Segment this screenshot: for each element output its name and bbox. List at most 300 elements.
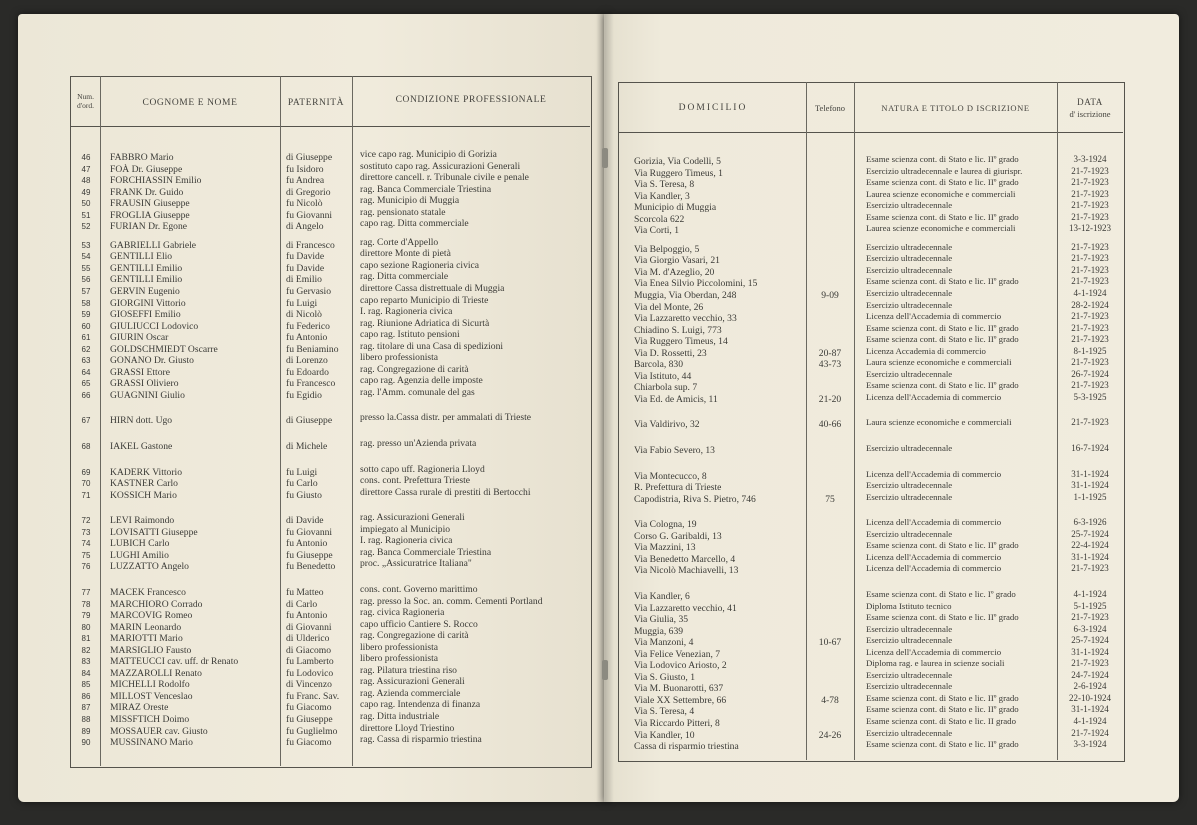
row-spacer (808, 237, 852, 244)
row-spacer (360, 498, 586, 512)
member-name: LEVI Raimondo (110, 515, 175, 527)
registration-date: 31-1-1924 (1071, 480, 1109, 491)
profession: rag. Banca Commerciale Triestina (360, 183, 492, 195)
paternity: fu Davide (286, 262, 325, 274)
row-number: 46 (81, 153, 91, 162)
paternity: fu Antonio (286, 610, 328, 622)
member-name: GENTILLI Emilio (110, 262, 183, 274)
member-name: GIURIN Oscar (110, 332, 169, 344)
registration-title: Diploma Istituto tecnico (866, 600, 952, 611)
row-spacer (634, 577, 804, 591)
address: Via Lodovico Ariosto, 2 (634, 660, 727, 672)
row-spacer (74, 401, 98, 415)
member-name: GRASSI Ettore (110, 366, 170, 378)
profession: rag. Congregazione di carità (360, 630, 469, 642)
registration-title: Esercizio ultradecennale (866, 635, 953, 646)
staple (602, 660, 608, 680)
row-number: 68 (81, 442, 91, 452)
address: Muggia, 639 (634, 625, 684, 637)
profession: rag. Municipio di Muggia (360, 195, 460, 207)
phone (808, 225, 852, 237)
address: Via Kandler, 3 (634, 190, 690, 202)
profession: rag. presso un'Azienda privata (360, 438, 477, 450)
registration-date: 21-7-1923 (1071, 563, 1109, 574)
row-spacer (74, 233, 98, 240)
registration-date: 21-7-1923 (1071, 658, 1109, 669)
row-spacer (110, 233, 278, 240)
member-name: FRANK Dr. Guido (110, 186, 184, 198)
registration-title: Licenza dell'Accademia di commercio (866, 563, 1002, 574)
phone (808, 371, 852, 383)
registration-date: 21-7-1923 (1071, 188, 1109, 199)
row-number: 76 (81, 562, 91, 572)
profession: rag. Assicurazioni Generali (360, 512, 465, 524)
row-number: 80 (81, 622, 91, 632)
profession: direttore cancell. r. Tribunale civile e penale (360, 172, 529, 184)
address: Barcola, 830 (634, 359, 684, 371)
registration-title: Esame scienza cont. di Stato e lic. IIº grado (866, 322, 1019, 333)
profession: capo ufficio Cantiere S. Rocco (360, 618, 478, 630)
address: Corso G. Garibaldi, 13 (634, 530, 722, 542)
address: Cassa di risparmio triestina (634, 741, 739, 753)
paternity: di Giuseppe (286, 152, 333, 163)
address: Via S. Teresa, 4 (634, 706, 695, 718)
paternity: fu Edoardo (286, 366, 329, 378)
paternity: di Nicolò (286, 309, 322, 321)
phone (808, 202, 852, 214)
row-spacer (634, 457, 804, 471)
row-number: 72 (81, 516, 91, 526)
registration-title: Licenza dell'Accademia di commercio (866, 517, 1002, 528)
paternity: di Gregorio (286, 186, 331, 198)
phone (808, 741, 852, 753)
row-number: 77 (81, 587, 91, 597)
registration-date: 21-7-1923 (1071, 334, 1109, 345)
registration-title: Esercizio ultradecennale (866, 480, 953, 491)
row-number: 73 (81, 527, 91, 537)
member-name: KOSSICH Mario (110, 489, 177, 501)
address: Via Enea Silvio Piccolomini, 15 (634, 278, 758, 290)
registration-date: 26-7-1924 (1071, 368, 1109, 379)
header-date: DATA (1077, 97, 1103, 107)
address: Chiarbola sup. 7 (634, 382, 698, 394)
row-number: 51 (81, 210, 91, 220)
paternity: fu Giovanni (286, 209, 333, 221)
phone (808, 191, 852, 203)
address: Via S. Giusto, 1 (634, 671, 695, 683)
paternity: di Angelo (286, 221, 324, 233)
registration-date: 21-7-1923 (1071, 417, 1109, 428)
row-number: 55 (81, 263, 91, 273)
member-name: MARSIGLIO Fausto (110, 644, 192, 656)
registration-date: 31-1-1924 (1071, 646, 1109, 657)
phone (808, 542, 852, 554)
phone: 10-67 (818, 637, 842, 649)
row-spacer (74, 427, 98, 441)
row-number: 81 (81, 634, 91, 644)
registration-date: 4-1-1924 (1073, 288, 1107, 299)
row-number: 71 (81, 490, 91, 500)
member-name: MARIOTTI Mario (110, 633, 183, 645)
registration-title: Esercizio ultradecennale (866, 264, 953, 275)
phone (808, 267, 852, 279)
address: R. Prefettura di Trieste (634, 482, 722, 494)
row-spacer (866, 455, 1056, 469)
col-divider (100, 76, 101, 766)
row-number: 54 (81, 252, 91, 262)
row-spacer (286, 573, 352, 587)
row-number: 75 (81, 550, 91, 560)
paternity: di Vincenzo (286, 679, 332, 691)
column-profession (360, 149, 586, 746)
address: Via Ruggero Timeus, 14 (634, 336, 728, 348)
row-number: 58 (81, 298, 91, 308)
address: Via Ed. de Amicis, 11 (634, 393, 718, 405)
row-number: 59 (81, 310, 91, 320)
registration-title: Esame scienza cont. di Stato e lic. IIº grado (866, 177, 1019, 188)
phone (808, 168, 852, 180)
member-name: LOVISATTI Giuseppe (110, 526, 198, 538)
column-date (1058, 154, 1122, 751)
paternity: fu Egidio (286, 389, 322, 401)
profession: direttore Cassa rurale di prestiti di Bertocchi (360, 486, 531, 498)
member-name: FABBRO Mario (110, 152, 174, 163)
row-spacer (110, 501, 278, 515)
paternity: fu Lodovico (286, 667, 334, 679)
left-header-rule (70, 126, 590, 127)
member-name: IAKEL Gastone (110, 441, 173, 453)
profession: capo rag. Agenzia delle imposte (360, 375, 483, 387)
paternity: fu Isidoro (286, 163, 324, 175)
row-spacer (866, 575, 1056, 589)
row-spacer (286, 401, 352, 415)
row-spacer (1058, 403, 1122, 417)
address: Via Fabio Severo, 13 (634, 445, 715, 457)
profession: capo sezione Ragioneria civica (360, 259, 480, 271)
registration-title: Licenza dell'Accademia di commercio (866, 551, 1002, 562)
row-spacer (1058, 503, 1122, 517)
address: Via Manzoni, 4 (634, 637, 694, 649)
address: Via Felice Venezian, 7 (634, 648, 721, 660)
phone: 21-20 (818, 393, 842, 405)
member-name: MATTEUCCI cav. uff. dr Renato (110, 656, 239, 668)
header-date-sub: d' iscrizione (1069, 109, 1111, 119)
row-number: 69 (81, 467, 91, 477)
row-spacer (110, 401, 278, 415)
profession: rag. Azienda commerciale (360, 687, 461, 699)
paternity: fu Giacomo (286, 737, 332, 749)
registration-date: 21-7-1923 (1071, 322, 1109, 333)
phone (808, 706, 852, 718)
row-spacer (286, 453, 352, 467)
member-name: FOÀ Dr. Giuseppe (110, 163, 183, 175)
paternity: fu Federico (286, 320, 330, 332)
header-name: COGNOME E NOME (142, 98, 238, 108)
row-spacer (360, 570, 586, 584)
paternity: fu Matteo (286, 586, 324, 598)
paternity: fu Franc. Sav. (286, 690, 340, 702)
profession: I. rag. Ragioneria civica (360, 306, 453, 318)
phone (808, 482, 852, 494)
col-divider (806, 82, 807, 760)
registration-date: 22-10-1924 (1069, 692, 1111, 703)
row-spacer (634, 431, 804, 445)
address: Via Giulia, 35 (634, 614, 689, 626)
phone (808, 382, 852, 394)
row-spacer (360, 398, 586, 412)
registration-title: Esercizio ultradecennale (866, 241, 953, 252)
row-number: 49 (81, 187, 91, 197)
member-name: GIORGINI Vittorio (110, 297, 186, 309)
profession: libero professionista (360, 641, 439, 653)
registration-date: 3-3-1924 (1073, 739, 1107, 750)
member-name: GIOSEFFI Emilio (110, 309, 181, 321)
profession: rag. Congregazione di carità (360, 363, 469, 375)
phone (808, 565, 852, 577)
paternity: di Giuseppe (286, 415, 333, 427)
header-profession: CONDIZIONE PROFESSIONALE (395, 95, 547, 105)
member-name: LUBICH Carlo (110, 538, 170, 550)
row-number: 47 (81, 164, 91, 174)
member-name: MARCHIORO Corrado (110, 598, 203, 610)
registration-title: Esame scienza cont. di Stato e lic. IIº grado (866, 276, 1019, 287)
address: Via Benedetto Marcello, 4 (634, 553, 736, 565)
registration-date: 21-7-1923 (1071, 200, 1109, 211)
registration-title: Licenza dell'Accademia di commercio (866, 468, 1002, 479)
registration-date: 21-7-1923 (1071, 357, 1109, 368)
row-spacer (1058, 235, 1122, 242)
row-number: 88 (81, 714, 91, 724)
row-spacer (866, 503, 1056, 517)
paternity: fu Antonio (286, 332, 328, 344)
phone (808, 519, 852, 531)
col-divider (854, 82, 855, 760)
member-name: MISSFTICH Doimo (110, 713, 190, 725)
profession: rag. Corte d'Appello (360, 236, 439, 248)
paternity: fu Luigi (286, 466, 318, 478)
column-title (866, 154, 1056, 751)
row-spacer (808, 577, 852, 591)
phone (808, 614, 852, 626)
phone (808, 313, 852, 325)
profession: libero professionista (360, 352, 439, 364)
member-name: KASTNER Carlo (110, 478, 178, 490)
registration-title: Laura scienze economiche e commerciali (866, 417, 1012, 428)
paternity: di Emilio (286, 274, 322, 286)
header-num: Num. d'ord. (77, 92, 94, 110)
paternity: fu Giusto (286, 489, 322, 501)
member-name: GENTILLI Emilio (110, 274, 183, 286)
row-spacer (866, 429, 1056, 443)
row-number: 90 (81, 738, 91, 748)
registration-title: Esame scienza cont. di Stato e lic. II grado (866, 715, 1016, 726)
paternity: di Giacomo (286, 644, 332, 656)
registration-date: 25-7-1924 (1071, 635, 1109, 646)
header-phone: Telefono (814, 103, 846, 113)
member-name: MARCOVIG Romeo (110, 610, 193, 622)
registration-date: 3-3-1924 (1073, 154, 1107, 164)
profession: cons. cont. Prefettura Trieste (360, 475, 471, 487)
registration-title: Esercizio ultradecennale (866, 200, 953, 211)
registration-title: Licenza Accademia di commercio (866, 345, 986, 356)
paternity: di Francesco (286, 239, 335, 251)
row-number: 85 (81, 680, 91, 690)
registration-title: Laura scienze economiche e commerciali (866, 357, 1012, 368)
member-name: MACEK Francesco (110, 586, 186, 598)
registration-title: Laurea scienze economiche e commerciali (866, 188, 1016, 199)
address: Chiadino S. Luigi, 773 (634, 324, 722, 336)
row-spacer (110, 427, 278, 441)
phone (808, 471, 852, 483)
book-gutter (596, 14, 614, 802)
row-number: 84 (81, 668, 91, 678)
phone (808, 672, 852, 684)
paternity: fu Giovanni (286, 526, 333, 538)
registration-date: 2-6-1924 (1073, 681, 1107, 692)
paternity: di Davide (286, 515, 324, 527)
profession: rag. Cassa di risparmio triestina (360, 734, 482, 746)
registration-title: Esercizio ultradecennale (866, 443, 953, 454)
registration-date: 24-7-1924 (1071, 669, 1109, 680)
registration-title: Esame scienza cont. di Stato e lic. IIº grado (866, 704, 1019, 715)
address: Gorizia, Via Codelli, 5 (634, 156, 721, 167)
registration-title: Esame scienza cont. di Stato e lic. IIº grado (866, 540, 1019, 551)
registration-title: Esame scienza cont. di Stato e lic. IIº grado (866, 211, 1019, 222)
address: Via Lazzaretto vecchio, 41 (634, 602, 737, 614)
profession: rag. Ditta industriale (360, 710, 440, 722)
phone: 20-87 (818, 347, 842, 359)
profession: rag. civica Ragioneria (360, 607, 445, 619)
member-name: MIRAZ Oreste (110, 702, 169, 714)
registration-title: Esercizio ultradecennale e laurea di giurispr. (866, 165, 1023, 176)
address: Via Nicolò Machiavelli, 13 (634, 565, 739, 577)
profession: rag. presso la Soc. an. comm. Cementi Portland (360, 595, 543, 607)
phone: 75 (825, 493, 835, 505)
paternity: fu Francesco (286, 378, 336, 390)
phone (808, 255, 852, 267)
col-divider (280, 76, 281, 766)
row-number: 63 (81, 356, 91, 366)
registration-date: 21-7-1923 (1071, 165, 1109, 176)
paternity: fu Guglielmo (286, 725, 338, 737)
registration-date: 21-7-1923 (1071, 177, 1109, 188)
row-number: 89 (81, 726, 91, 736)
profession: sotto capo uff. Ragioneria Lloyd (360, 463, 485, 475)
row-number: 86 (81, 691, 91, 701)
profession: impiegato al Municipio (360, 523, 451, 535)
member-name: GOLDSCHMIEDT Oscarre (110, 343, 218, 355)
address: Via Giorgio Vasari, 21 (634, 255, 720, 267)
paternity: fu Carlo (286, 478, 318, 490)
address: Via M. d'Azeglio, 20 (634, 266, 715, 278)
row-number: 62 (81, 344, 91, 354)
profession: rag. pensionato statale (360, 206, 446, 218)
profession: rag. Banca Commerciale Triestina (360, 546, 492, 558)
registration-date: 5-1-1925 (1073, 600, 1107, 611)
profession: capo rag. Istituto pensioni (360, 329, 460, 341)
staple (602, 148, 608, 168)
member-name: HIRN dott. Ugo (110, 415, 173, 427)
registration-date: 31-1-1924 (1071, 551, 1109, 562)
row-number: 52 (81, 222, 91, 232)
row-spacer (286, 233, 352, 240)
phone: 40-66 (818, 419, 842, 431)
phone (808, 325, 852, 337)
row-spacer (808, 505, 852, 519)
row-number: 78 (81, 599, 91, 609)
row-number: 82 (81, 645, 91, 655)
registration-date: 21-7-1923 (1071, 241, 1109, 252)
registration-date: 21-7-1923 (1071, 276, 1109, 287)
header-father: PATERNITÀ (287, 98, 345, 108)
registration-title: Esame scienza cont. di Stato e lic. IIº grado (866, 692, 1019, 703)
registration-title: Laurea scienze economiche e commerciali (866, 223, 1016, 234)
registration-date: 31-1-1924 (1071, 468, 1109, 479)
row-number: 64 (81, 367, 91, 377)
address: Viale XX Settembre, 66 (634, 694, 727, 706)
address: Via Belpoggio, 5 (634, 243, 700, 255)
row-spacer (634, 405, 804, 419)
row-number: 48 (81, 176, 91, 186)
paternity: fu Giuseppe (286, 713, 333, 725)
registration-title: Esercizio ultradecennale (866, 368, 953, 379)
member-name: LUGHI Amilio (110, 549, 169, 561)
registration-title: Esercizio ultradecennale (866, 288, 953, 299)
phone (808, 179, 852, 191)
profession: proc. „Assicuratrice Italiana" (360, 558, 472, 570)
member-name: GRASSI Oliviero (110, 378, 179, 390)
profession: capo reparto Municipio di Trieste (360, 294, 489, 306)
registration-date: 22-4-1924 (1071, 540, 1109, 551)
registration-date: 4-1-1924 (1073, 588, 1107, 599)
member-name: GIULIUCCI Lodovico (110, 320, 199, 332)
paternity: fu Giacomo (286, 702, 332, 714)
row-spacer (634, 505, 804, 519)
profession: I. rag. Ragioneria civica (360, 535, 453, 547)
registration-title: Esercizio ultradecennale (866, 253, 953, 264)
registration-date: 21-7-1923 (1071, 211, 1109, 222)
registration-date: 6-3-1926 (1073, 517, 1107, 528)
registration-title: Esame scienza cont. di Stato e lic. IIº grado (866, 380, 1019, 391)
profession: rag. l'Amm. comunale del gas (360, 386, 475, 398)
paternity: di Carlo (286, 598, 318, 610)
row-number: 61 (81, 333, 91, 343)
phone (808, 302, 852, 314)
paternity: fu Nicolò (286, 198, 323, 210)
registration-title: Esercizio ultradecennale (866, 528, 953, 539)
address: Via Kandler, 10 (634, 729, 695, 741)
registration-title: Esercizio ultradecennale (866, 299, 953, 310)
paternity: fu Lamberto (286, 656, 334, 668)
paternity: di Lorenzo (286, 355, 328, 367)
registration-title: Licenza dell'Accademia di commercio (866, 311, 1002, 322)
address: Capodistria, Riva S. Pietro, 746 (634, 493, 756, 505)
row-spacer (286, 427, 352, 441)
phone (808, 244, 852, 256)
address: Via Valdirivo, 32 (634, 419, 700, 431)
row-spacer (286, 501, 352, 515)
member-name: FRAUSIN Giuseppe (110, 198, 190, 210)
row-spacer (808, 457, 852, 471)
registration-title: Esame scienza cont. di Stato e lic. Iº grado (866, 588, 1016, 599)
row-number: 74 (81, 539, 91, 549)
address: Via Riccardo Pitteri, 8 (634, 717, 720, 729)
row-number: 67 (81, 416, 91, 426)
phone (808, 445, 852, 457)
member-name: LUZZATTO Angelo (110, 561, 189, 573)
row-spacer (360, 450, 586, 464)
paternity: di Ulderico (286, 633, 330, 645)
